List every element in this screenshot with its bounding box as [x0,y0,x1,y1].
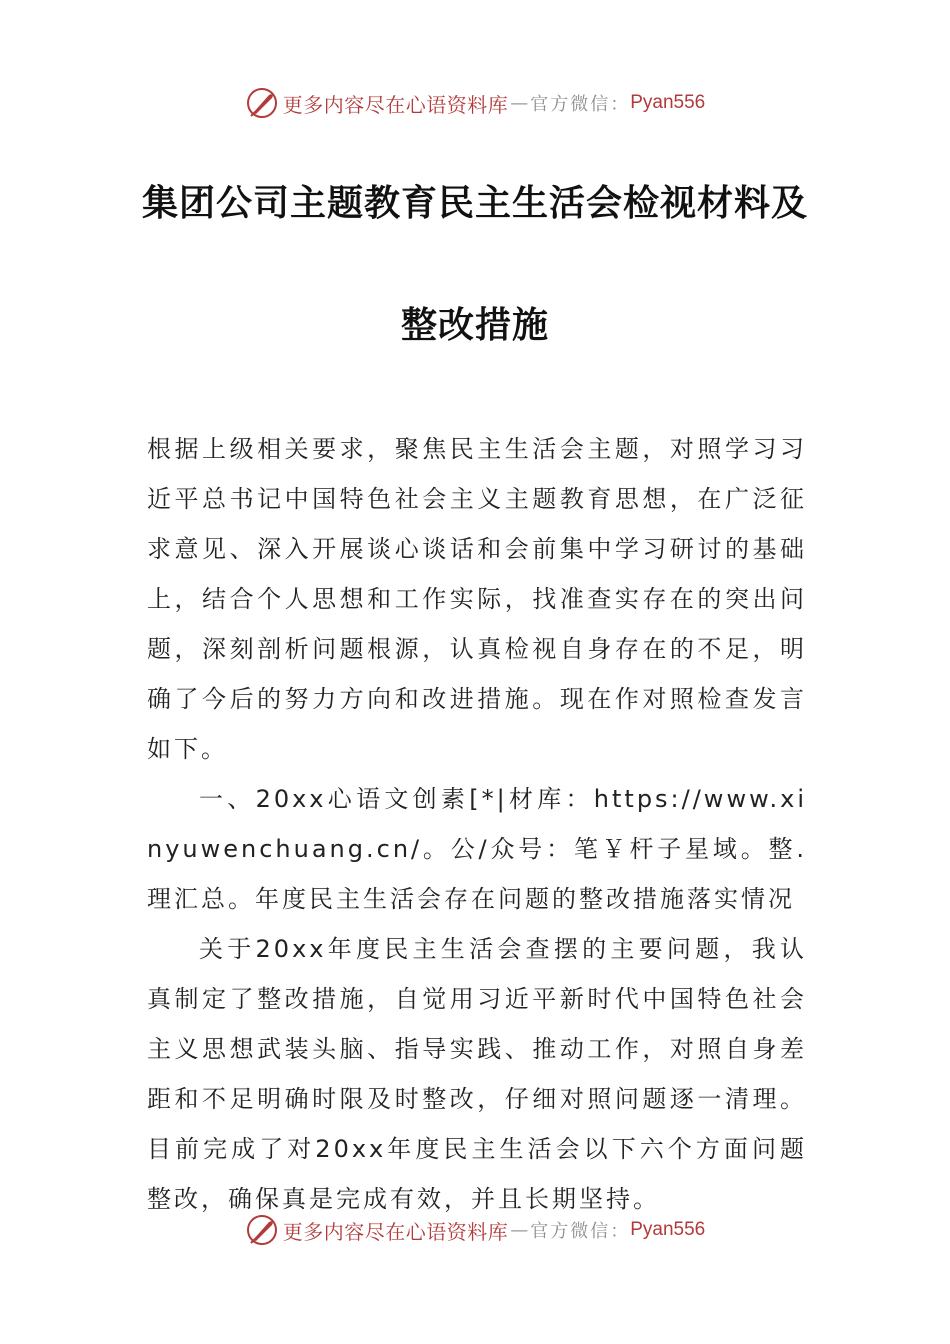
banner-sub-text: 官方微信： [530,1221,631,1242]
quill-pen-icon [245,1213,279,1247]
banner-wechat-handle: Pyan556 [630,1219,706,1240]
header-banner [0,83,950,123]
paragraph-rectification: 关于20xx年度民主生活会查摆的主要问题，我认真制定了整改措施，自觉用习近平新时代中国特色社会主义思想武装头脑、指导实践、推动工作，对照自身差距和不足明确时限及时整改，仔细对照问题逐一清理。目前完成了对20xx年度民主生活会以下六个方面问题整改，确保真是完成有效，并且长期坚持。 [147,935,807,1213]
banner-dash: — [510,92,529,114]
banner-wechat-handle: Pyan556 [630,92,706,113]
banner-sub-text: 官方微信： [530,94,631,115]
banner-main-text: 更多内容尽在心语资料库 [282,1219,509,1244]
paragraph-section-one: 一、20xx心语文创素[*|材库：https://www.xinyuwenchuang.cn/。公/众号：笔￥杆子星域。整.理汇总。年度民主生活会存在问题的整改措施落实情况 [147,785,807,913]
quill-pen-icon [245,86,279,120]
banner-dash: — [510,1219,529,1241]
document-body [147,424,807,1224]
document-title-line-1: 集团公司主题教育民主生活会检视材料及 [141,182,808,224]
paragraph-intro: 根据上级相关要求，聚焦民主生活会主题，对照学习习近平总书记中国特色社会主义主题教育思想，在广泛征求意见、深入开展谈心谈话和会前集中学习研讨的基础上，结合个人思想和工作实际，找准查实存在的突出问题，深刻剖析问题根源，认真检视自身存在的不足，明确了今后的努力方向和改进措施。现在作对照检查发言如下。 [147,435,807,763]
banner-main-text: 更多内容尽在心语资料库 [282,92,509,117]
document-title-line-2: 整改措施 [400,304,549,346]
footer-banner [0,1210,950,1250]
